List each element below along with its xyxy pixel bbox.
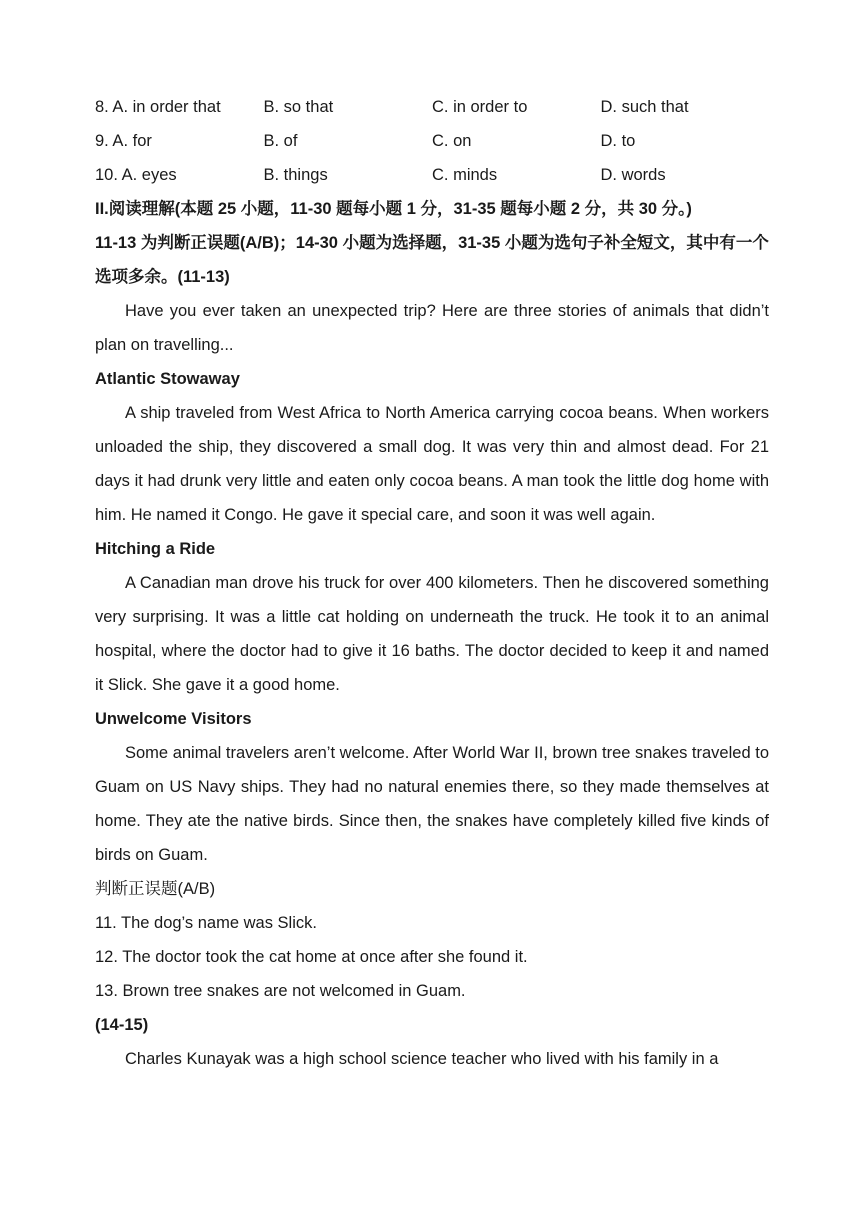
- tf-question-12: 12. The doctor took the cat home at once after she found it.: [95, 948, 528, 966]
- tf-question-11: 11. The dog’s name was Slick.: [95, 914, 317, 932]
- tf-question-13: 13. Brown tree snakes are not welcomed in Guam.: [95, 982, 466, 1000]
- intro-paragraph: Have you ever taken an unexpected trip? Here are three stories of animals that didn’t plan on travelling...: [95, 302, 769, 354]
- question-9-options: [95, 124, 769, 158]
- story-title-1: Atlantic Stowaway: [95, 370, 240, 388]
- section-title: II.阅读理解(本题 25 小题，11-30 题每小题 1 分，31-35 题每小题 2 分，共 30 分。): [95, 200, 692, 218]
- story-text-1: A ship traveled from West Africa to North America carrying cocoa beans. When workers unloaded the ship, they discovered a small dog. It was very thin and almost dead. For 21 days it had drunk very little and eaten only cocoa beans. A man took the little dog home with him. He named it Congo. He gave it special care, and soon it was well again.: [95, 404, 769, 524]
- option-d: D. to: [600, 132, 636, 150]
- story-title-3: Unwelcome Visitors: [95, 710, 252, 728]
- story-title-2: Hitching a Ride: [95, 540, 216, 558]
- story-text-3: Some animal travelers aren’t welcome. After World War II, brown tree snakes traveled to Guam on US Navy ships. They had no natural enemies there, so they made themselves at home. They ate the native birds. Since then, the snakes have completely killed five kinds of birds on Guam.: [95, 744, 769, 864]
- option-b: B. so that: [263, 98, 334, 116]
- next-section-label: (14-15): [95, 1016, 149, 1034]
- section-instructions: 11-13 为判断正误题(A/B)；14-30 小题为选择题，31-35 小题为选句子补全短文，其中有一个选项多余。(11-13): [95, 234, 769, 286]
- option-b: B. of: [263, 132, 298, 150]
- option-d: D. words: [600, 166, 666, 184]
- question-10-options: [95, 158, 769, 192]
- question-8-options: [95, 90, 769, 124]
- option-c: C. on: [432, 132, 472, 150]
- option-a: 8. A. in order that: [95, 98, 221, 116]
- true-false-label: 判断正误题(A/B): [95, 880, 216, 898]
- option-d: D. such that: [600, 98, 689, 116]
- option-c: C. in order to: [432, 98, 528, 116]
- option-a: 9. A. for: [95, 132, 152, 150]
- option-c: C. minds: [432, 166, 498, 184]
- next-passage-start: Charles Kunayak was a high school science teacher who lived with his family in a: [125, 1050, 719, 1068]
- document-page: [95, 90, 769, 1076]
- option-b: B. things: [263, 166, 328, 184]
- option-a: 10. A. eyes: [95, 166, 177, 184]
- story-text-2: A Canadian man drove his truck for over 400 kilometers. Then he discovered something very surprising. It was a little cat holding on underneath the truck. He took it to an animal hospital, where the doctor had to give it 16 baths. The doctor decided to keep it and named it Slick. She gave it a good home.: [95, 574, 769, 694]
